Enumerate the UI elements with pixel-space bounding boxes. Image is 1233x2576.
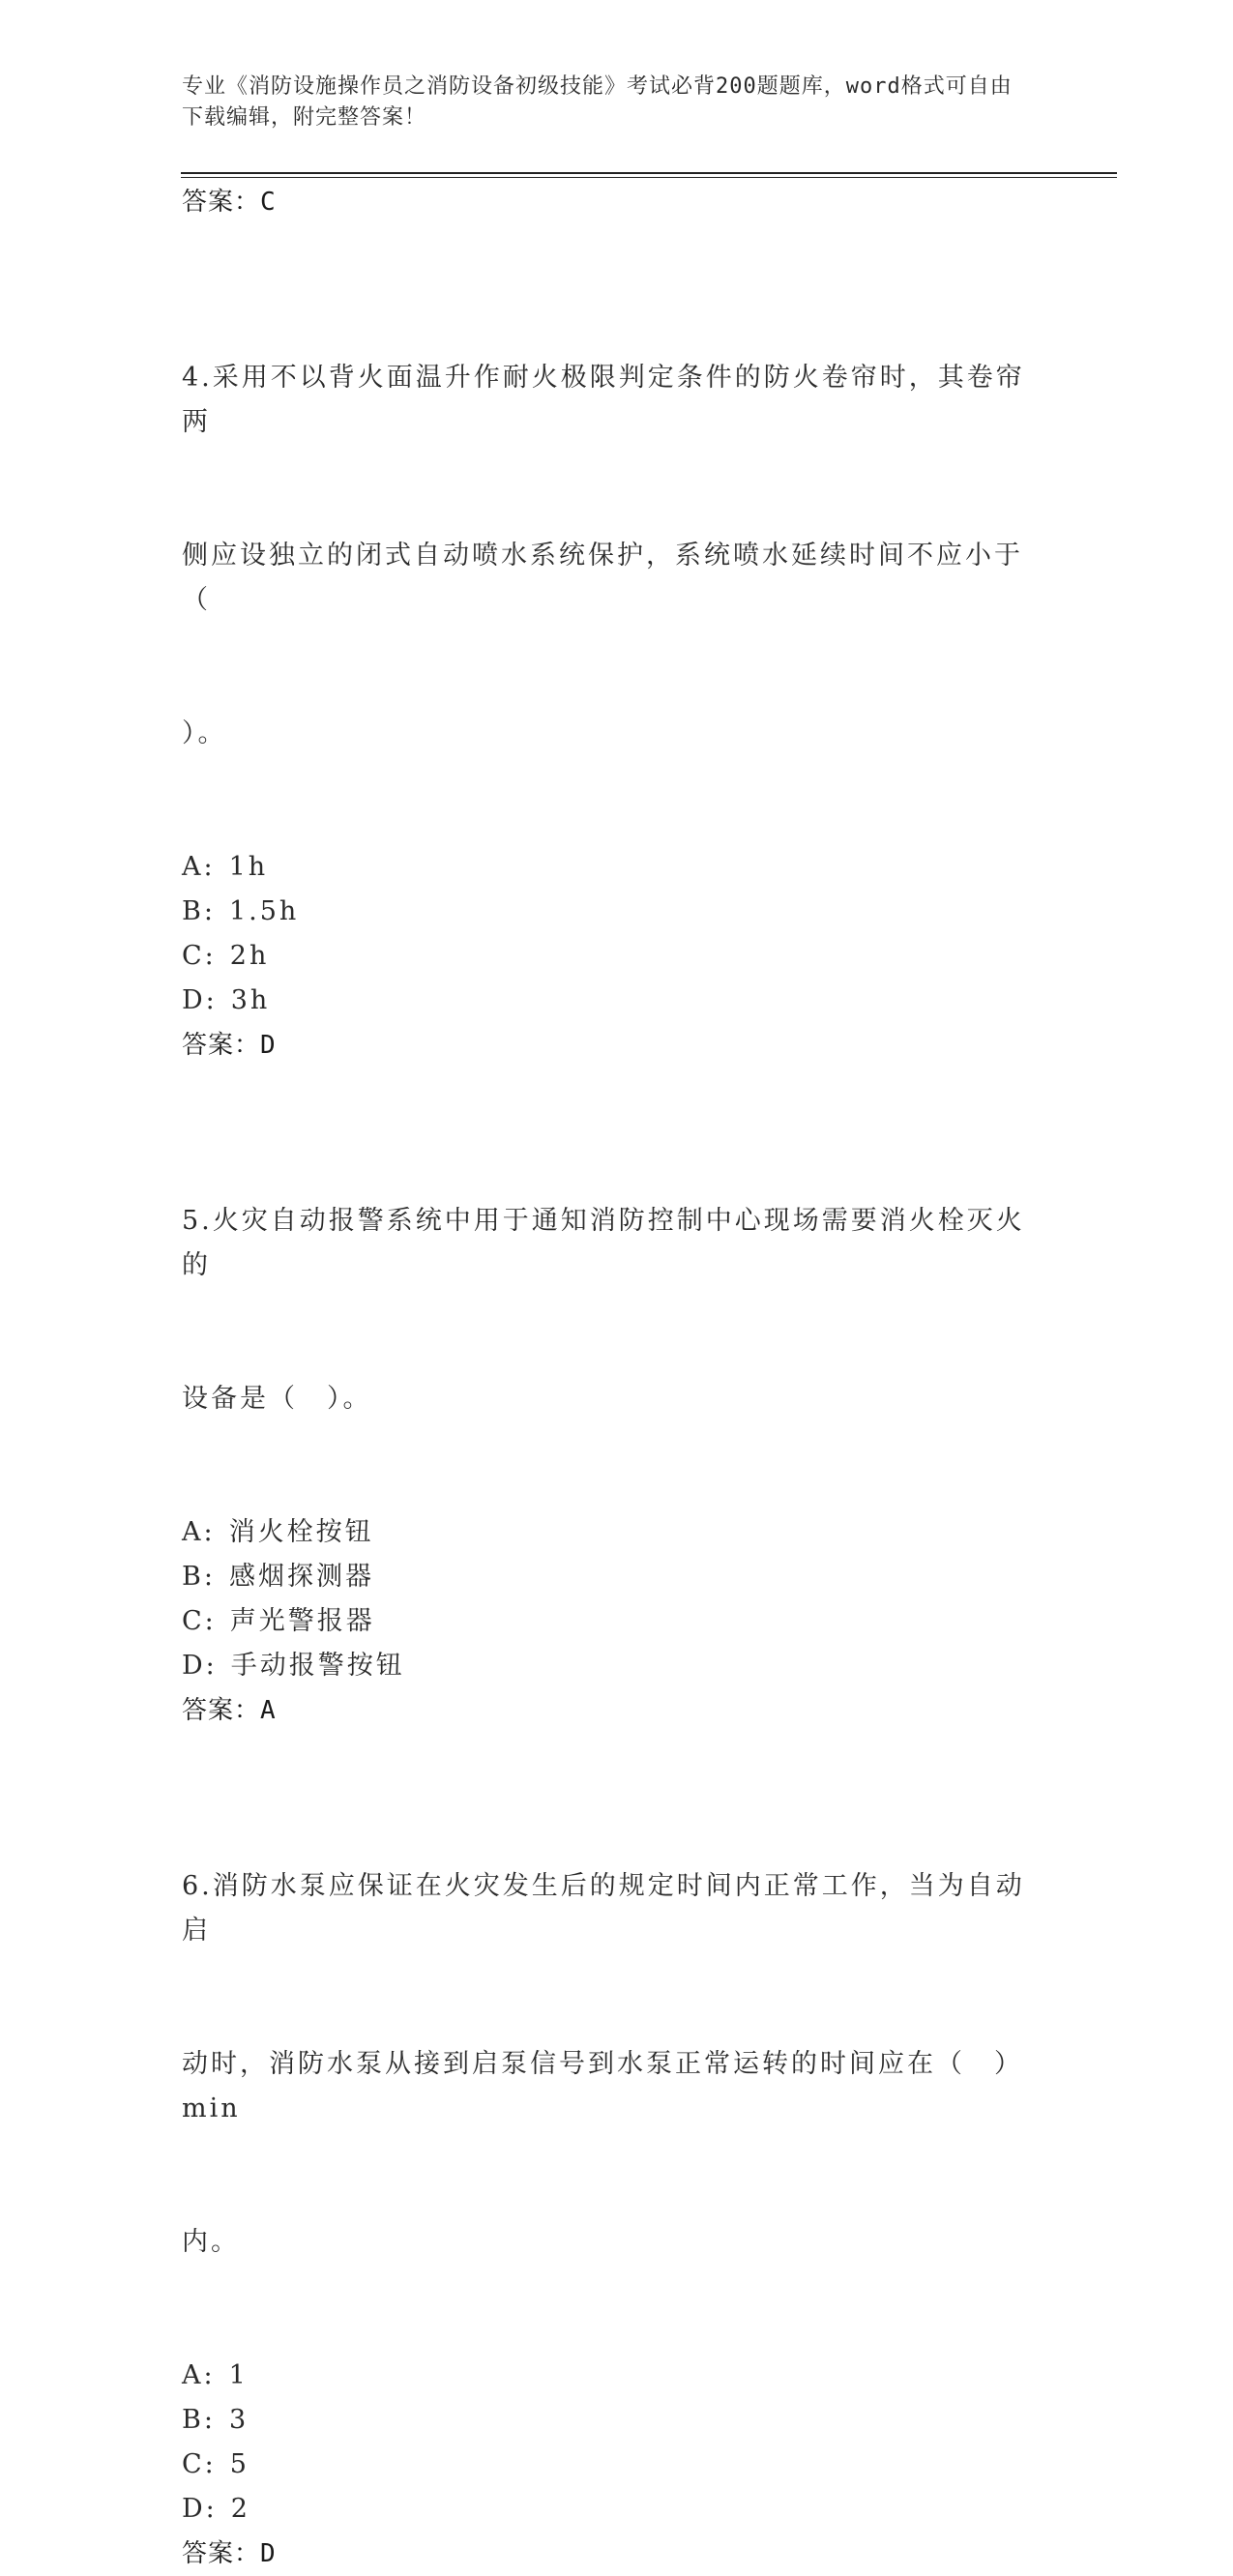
option-key: A: (182, 1517, 216, 1547)
option-key: D: (182, 985, 218, 1015)
option-value: 声光警报器 (229, 1606, 375, 1636)
option-key: A: (182, 852, 216, 882)
question-stem-line: 6.消防水泵应保证在火灾发生后的规定时间内正常工作，当为自动启 (182, 1871, 1025, 1946)
question-item (182, 267, 1052, 1068)
option-d (182, 2487, 1052, 2532)
answer-line: 答案：D (182, 1031, 277, 1060)
option-b (182, 1555, 1052, 1599)
option-a (182, 2354, 1052, 2398)
option-b (182, 890, 1052, 934)
question-stem-line: 内。 (182, 2227, 240, 2257)
option-value: 5 (229, 2449, 250, 2479)
answer-line: 答案：C (182, 188, 277, 217)
option-value: 3h (230, 985, 271, 1015)
option-value: 3 (228, 2405, 250, 2435)
option-c (182, 2443, 1052, 2487)
question-item (182, 1110, 1052, 1733)
option-value: 手动报警按钮 (230, 1651, 405, 1681)
question-stem (182, 267, 1033, 845)
answer-line: 答案：D (182, 2539, 277, 2568)
option-a (182, 845, 1052, 890)
option-value: 2 (230, 2494, 250, 2524)
option-key: B: (182, 896, 216, 926)
option-value: 1 (228, 2360, 249, 2390)
question-stem (182, 1110, 1033, 1510)
option-value: 感烟探测器 (228, 1562, 374, 1592)
question-stem-line: 5.火灾自动报警系统中用于通知消防控制中心现场需要消火栓灭火的 (182, 1206, 1025, 1280)
option-value: 消火栓按钮 (228, 1517, 374, 1547)
option-key: B: (182, 2405, 216, 2435)
option-key: B: (182, 1562, 216, 1592)
document-header: 专业《消防设施操作员之消防设备初级技能》考试必背200题题库，word格式可自由下载编辑，附完整答案！ (182, 74, 1013, 130)
option-key: D: (182, 1651, 218, 1681)
question-stem-line: 设备是（ ）。 (182, 1384, 372, 1414)
option-key: A: (182, 2360, 216, 2390)
option-c (182, 1599, 1052, 1644)
question-stem-line: 侧应设独立的闭式自动喷水系统保护，系统喷水延续时间不应小于（ (182, 541, 1023, 615)
header-rule-thick (181, 172, 1117, 174)
question-stem-line: ）。 (182, 718, 227, 748)
option-value: 1h (228, 852, 269, 882)
option-c (182, 934, 1052, 979)
option-key: C: (182, 1606, 217, 1636)
header-rule-thin (181, 177, 1117, 178)
option-value: 2h (229, 941, 270, 971)
option-key: C: (182, 941, 217, 971)
question-stem (182, 1775, 1033, 2354)
option-key: C: (182, 2449, 217, 2479)
option-b (182, 2398, 1052, 2443)
option-value: 1.5h (228, 896, 300, 926)
option-d (182, 1644, 1052, 1688)
question-item (182, 1775, 1052, 2576)
question-stem-line: 动时，消防水泵从接到启泵信号到水泵正常运转的时间应在（ ）min (182, 2049, 1023, 2123)
question-stem-line: 4.采用不以背火面温升作耐火极限判定条件的防火卷帘时，其卷帘两 (182, 363, 1025, 437)
option-d (182, 979, 1052, 1023)
option-a (182, 1510, 1052, 1555)
question-list (182, 180, 1052, 2576)
answer-line: 答案：A (182, 1696, 277, 1725)
option-key: D: (182, 2494, 218, 2524)
